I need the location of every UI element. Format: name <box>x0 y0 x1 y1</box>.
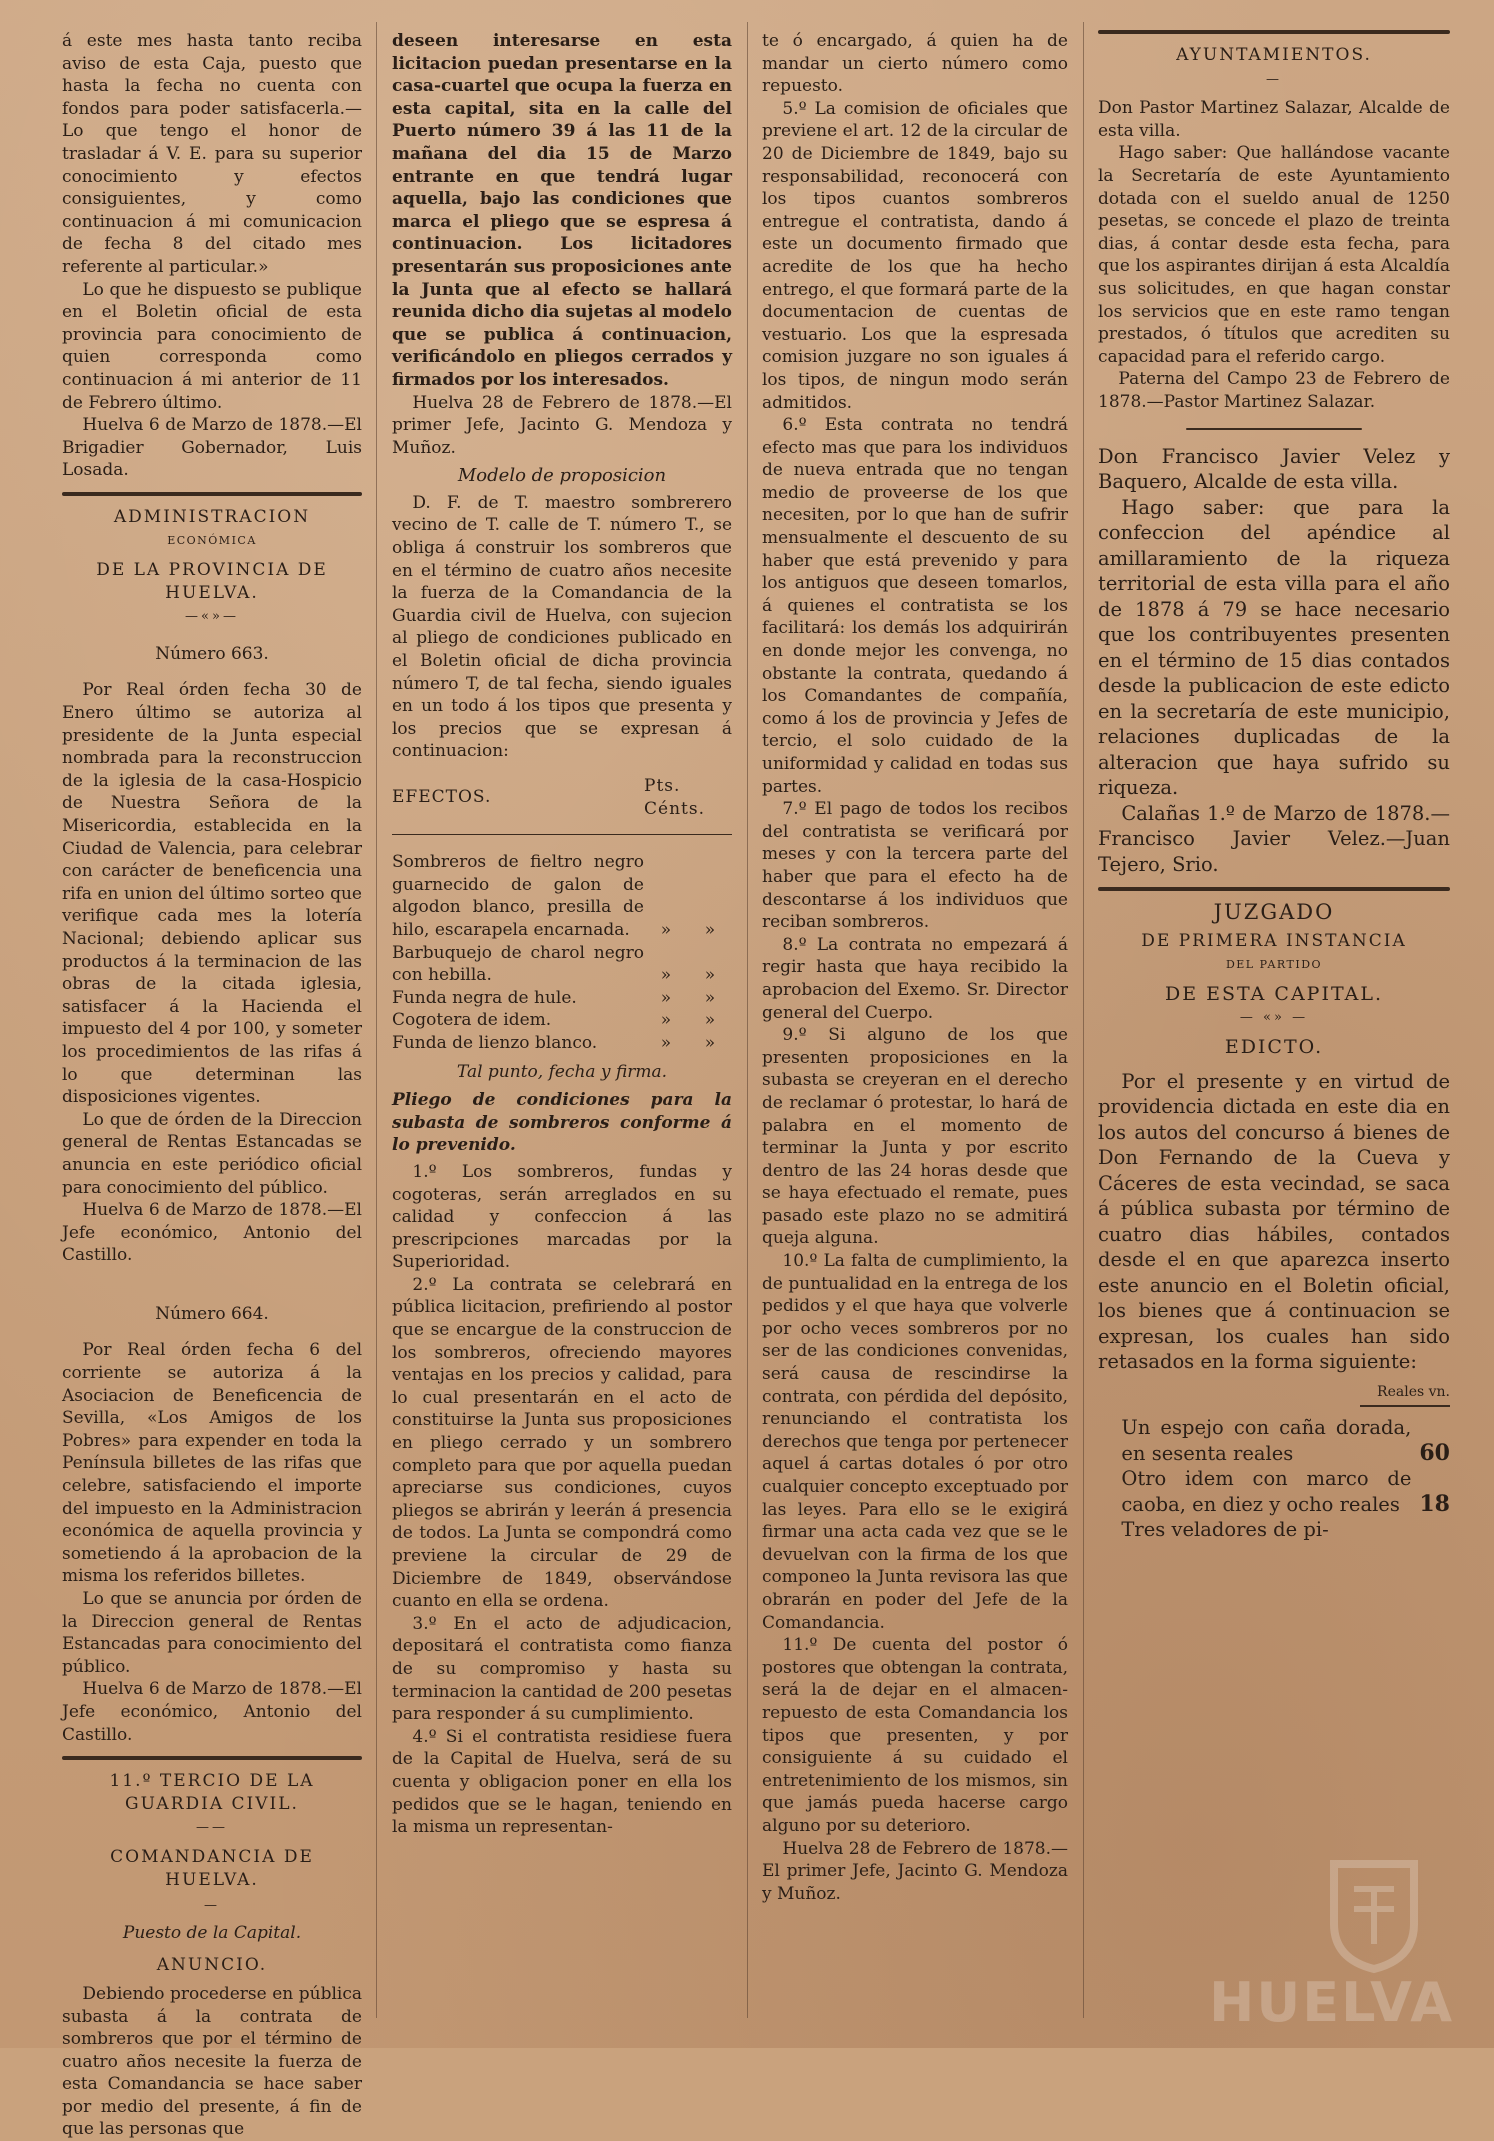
table-header: Pts. Cénts. <box>644 769 732 835</box>
signature: Huelva 6 de Marzo de 1878.—El Jefe económico, Antonio del Castillo. <box>62 1679 362 1745</box>
table-row: Sombreros de fieltro negro guarnecido de galon de algodon blanco, presilla de hilo, escarapela encarnada. » » <box>392 852 716 940</box>
clause: 10.º La falta de cumplimiento, la de puntualidad en la entrega de los pedidos y el que haya que volverle por ocho veces sombreros por no ser de las condiciones convenidas, será causa de rescindirse la contrata, con pérdida del depósito, renunciando el contratista los derechos que tenga por pertenecer aquel á cartas dotales ó por otro cualquier concepto exceptuado por las leyes. Para ello se le exigirá firmar una acta cada vez que se le devuelvan con la firma de los que componeo la Junta revisora las que obrarán en poder del Jefe de la Comandancia. <box>762 1251 1068 1633</box>
list-item: Otro idem con marco de caoba, en diez y ocho reales 18 <box>1121 1467 1450 1517</box>
clause: 1.º Los sombreros, fundas y cogoteras, serán arreglados en su calidad y confeccion á las prescripciones marcadas por la Superioridad. <box>392 1161 732 1273</box>
signature: Huelva 6 de Marzo de 1878.—El Jefe económico, Antonio del Castillo. <box>62 1200 362 1266</box>
reales-header: Reales vn. <box>1377 1383 1450 1400</box>
section-subtitle: ECONÓMICA <box>167 534 257 548</box>
notice-number: Número 664. <box>155 1303 269 1324</box>
column-rule <box>376 22 377 2018</box>
paragraph: deseen interesarse en esta licitacion puedan presentarse en la casa-cuartel que ocupa la fuerza en esta capital, sita en la calle del Puerto número 39 á las 11 de la mañana del dia 15 de Marzo entrante en que tendrá lugar aquella, bajo las condiciones que marca el pliego que se espresa á continuacion. Los licitadores presentarán sus proposiciones ante la Junta que al efecto se hallará reunida dicho dia sujetas al modelo que se publica á continuacion, verificándolo en pliegos cerrados y firmados por los interesados. <box>392 31 732 390</box>
table-row: Barbuquejo de charol negro con hebilla. » » <box>392 942 716 986</box>
closing-line: Tal punto, fecha y firma. <box>456 1061 668 1082</box>
section-subtitle: DE ESTA CAPITAL. <box>1165 982 1383 1005</box>
clause: 9.º Si alguno de los que presenten proposiciones en la subasta se creyeran en el derecho de reclamar ó protestar, lo hará de palabra en el momento de terminar la Junta y por escrito dentro de las 24 horas desde que se haya efectuado el remate, pues pasado este plazo no se admitirá queja alguna. <box>762 1025 1068 1249</box>
section-title: 11.º TERCIO DE LA GUARDIA CIVIL. <box>109 1771 315 1814</box>
divider <box>1360 1405 1450 1407</box>
paragraph: Por el presente y en virtud de providencia dictada en este dia en los autos del concurso á bienes de Don Fernando de la Cueva y Cáceres de esta vecindad, se saca á pública subasta por término de cuatro dias hábiles, contados desde el en que aparezca inserto este anuncio en el Boletin oficial, los bienes que á continuacion se expresan, los cuales han sido retasados en la forma siguiente: <box>1098 1069 1450 1374</box>
clause: 6.º Esta contrata no tendrá efecto mas que para los individuos de nueva entrada que no tengan medio de proveerse de los que necesiten, por lo que han de sufrir mensualmente el descuento de su haber que está prevenido y para los antiguos que deseen tomarlos, á quienes el contratista se los facilitará: los demás los adquirirán en donde mejor les convenga, no obstante la contrata, quedando á los Comandantes de compañía, como á los de provincia y Jefes de tercio, el solo cuidado de la uniformidad y calidad en todas sus partes. <box>762 415 1068 797</box>
ornament: — <box>1266 71 1282 87</box>
signature: Huelva 28 de Febrero de 1878.—El primer Jefe, Jacinto G. Mendoza y Muñoz. <box>762 1838 1068 1904</box>
clause: 2.º La contrata se celebrará en pública licitacion, prefiriendo al postor que se encargue de la construccion de los sombreros, ofreciendo mayores ventajas en los precios y calidad, para lo cual presentarán en el acto de constituirse la Junta sus proposiciones en pliego cerrado y un sombrero completo para que por aquella puedan apreciarse sus condiciones, cuyos pliegos se abrirán y leerán á presencia de todos. La Junta se compondrá como previene la circular de 29 de Diciembre de 1849, observándose cuanto en ella se ordena. <box>392 1274 732 1612</box>
section-divider <box>1098 887 1450 891</box>
section-divider <box>1186 428 1362 430</box>
section-title: Pliego de condiciones para la subasta de sombreros conforme á lo prevenido. <box>392 1090 732 1156</box>
column-4 <box>1098 30 1450 2028</box>
paragraph: Tres veladores de pi- <box>1121 1518 1329 1542</box>
paragraph: Don Francisco Javier Velez y Baquero, Alcalde de esta villa. <box>1098 444 1450 493</box>
archive-watermark <box>1154 1854 1454 2034</box>
section-subtitle: COMANDANCIA DE HUELVA. <box>110 1846 314 1890</box>
paragraph: Lo que se anuncia por órden de la Direccion general de Rentas Estancadas para conocimiento del público. <box>62 1589 362 1677</box>
paragraph: te ó encargado, á quien ha de mandar un cierto número como repuesto. <box>762 31 1068 97</box>
ornament: —— <box>196 1820 228 1836</box>
paragraph: D. F. de T. maestro sombrerero vecino de T. calle de T. número T., se obliga á construir los sombreros que en el término de cuatro años necesite la fuerza de la Comandancia de la Guardia civil de Huelva, con sujecion al pliego de condiciones publicado en el Boletin oficial de dicha provincia número T, de tal fecha, siendo iguales en un todo á los tipos que presenta y los precios que se expresan á continuacion: <box>392 492 732 762</box>
paragraph: Hago saber: que para la confeccion del apéndice al amillaramiento de la riqueza territorial de esta villa para el año de 1878 á 79 se hace necesario que los contribuyentes presenten en el término de 15 dias contados desde la publicacion de este edicto en la secretaría de este municipio, relaciones duplicadas de la alteracion que haya sufrido su riqueza. <box>1098 495 1450 799</box>
signature: Huelva 6 de Marzo de 1878.—El Brigadier Gobernador, Luis Losada. <box>62 415 362 481</box>
table-row: Funda de lienzo blanco. » » <box>392 1032 716 1053</box>
column-rule <box>1083 22 1084 2018</box>
paragraph: Hago saber: Que hallándose vacante la Secretaría de este Ayuntamiento dotada con el sueldo anual de 1250 pesetas, se concede el plazo de treinta dias, á contar desde esta fecha, para que los aspirantes dirijan á esta Alcaldía sus solicitudes, en que hagan constar los servicios que en este ramo tengan prestados, ó títulos que acrediten su capacidad para el referido cargo. <box>1098 143 1450 367</box>
section-title: ADMINISTRACION <box>113 506 311 527</box>
ornament: —«»— <box>185 609 239 625</box>
clause: 5.º La comision de oficiales que previene el art. 12 de la circular de 20 de Diciembre de 1849, bajo su responsabilidad, reconocerá con los tipos cuantos sombreros entregue el contratista, dando á este un documento firmado que acredite de los que ha hecho entrego, el que formará parte de la documentacion de cuentas de vestuario. Los que la espresada comision juzgare no son iguales á los tipos, de ningun modo serán admitidos. <box>762 98 1068 413</box>
paragraph: Don Pastor Martinez Salazar, Alcalde de esta villa. <box>1098 98 1450 141</box>
section-subtitle: DE LA PROVINCIA DE HUELVA. <box>96 560 328 603</box>
column-2 <box>392 30 732 2028</box>
section-subtitle: Puesto de la Capital. <box>122 1922 302 1943</box>
table-row: Cogotera de idem. » » <box>392 1010 716 1031</box>
paragraph: Por Real órden fecha 6 del corriente se autoriza á la Asociacion de Beneficencia de Sevilla, «Los Amigos de los Pobres» para expender en toda la Península billetes de las rifas que celebre, satisfaciendo el importe del impuesto en la Administracion económica de aquella provincia y sometiendo á la aprobacion de la misma los referidos billetes. <box>62 1340 362 1587</box>
paragraph: Lo que de órden de la Direccion general de Rentas Estancadas se anuncia en este periódico oficial para conocimiento del público. <box>62 1109 362 1198</box>
clause: 8.º La contrata no empezará á regir hasta que haya recibido la aprobacion del Exemo. Sr. Director general del Cuerpo. <box>762 934 1068 1023</box>
clause: 7.º El pago de todos los recibos del contratista se verificará por meses y con la tercera parte del haber que para el efecto ha de descontarse á los individuos que reciban sombreros. <box>762 799 1068 933</box>
section-title: ANUNCIO. <box>156 1955 268 1976</box>
table-row: Funda negra de hule. » » <box>392 987 716 1008</box>
clause: 4.º Si el contratista residiese fuera de la Capital de Huelva, será de su cuenta y obligacion poner en ella los pedidos que se le hagan, teniendo en la misma un representan- <box>392 1726 732 1838</box>
ornament: — <box>204 1898 220 1914</box>
section-divider <box>62 1756 362 1760</box>
effects-table <box>392 769 732 1055</box>
section-title: JUZGADO <box>1213 900 1335 924</box>
section-title: Modelo de proposicion <box>457 465 667 487</box>
section-title: EDICTO. <box>1224 1035 1324 1058</box>
signature: Paterna del Campo 23 de Febrero de 1878.—Pastor Martinez Salazar. <box>1098 369 1450 412</box>
paragraph: Por Real órden fecha 30 de Enero último se autoriza al presidente de la Junta especial nombrada para la reconstruccion de la iglesia de la casa-Hospicio de Nuestra Señora de la Misericordia, establecida en la Ciudad de Valencia, para celebrar con carácter de beneficencia una rifa en union del último sorteo que verifique cada mes la lotería Nacional; debiendo aplicar sus productos á la terminacion de las obras de la citada iglesia, satisfacer á la Hacienda el impuesto del 4 por 100, y someter los procedimientos de las rifas á lo que determinan las disposiciones vigentes. <box>62 680 362 1108</box>
column-3 <box>762 30 1068 2028</box>
notice-number: Número 663. <box>155 643 269 664</box>
column-1 <box>62 30 362 2140</box>
clause: 3.º En el acto de adjudicacion, depositará el contratista como fianza de su compromiso y hasta su terminacion la cantidad de 200 pesetas para responder á su cumplimiento. <box>392 1613 732 1725</box>
section-title: AYUNTAMIENTOS. <box>1176 45 1372 65</box>
ornament: — «» — <box>1239 1010 1309 1026</box>
signature: Huelva 28 de Febrero de 1878.—El primer Jefe, Jacinto G. Mendoza y Muñoz. <box>392 392 732 458</box>
paragraph: Lo que he dispuesto se publique en el Boletin oficial de esta provincia para conocimiento de quien corresponda como continuacion á mi anterior de 11 de Febrero último. <box>62 279 362 413</box>
section-divider <box>1098 30 1450 34</box>
column-rule <box>747 22 748 2018</box>
section-divider <box>62 492 362 496</box>
paragraph: á este mes hasta tanto reciba aviso de esta Caja, puesto que hasta la fecha no cuenta con fondos para poder satisfacerla.—Lo que tengo el honor de trasladar á V. E. para su superior conocimiento y efectos consiguientes, y como continuacion á mi comunicacion de fecha 8 del citado mes referente al particular.» <box>62 31 362 277</box>
clause: 11.º De cuenta del postor ó postores que obtengan la contrata, será la de dejar en el almacen-repuesto de esta Comandancia los tipos que presenten, y por consiguiente á su cuidado el entretenimiento de los mismos, sin que jamás pueda hacerse cargo alguno por su deterioro. <box>762 1635 1068 1836</box>
section-subtitle: DE PRIMERA INSTANCIA <box>1141 930 1407 951</box>
section-subtitle: DEL PARTIDO <box>1225 958 1323 972</box>
watermark-text: HUELVA <box>1209 1971 1454 2034</box>
signature: Calañas 1.º de Marzo de 1878.—Francisco Javier Velez.—Juan Tejero, Srio. <box>1098 801 1450 876</box>
list-item: Un espejo con caña dorada, en sesenta reales 60 <box>1121 1416 1450 1466</box>
paragraph: Debiendo procederse en pública subasta á la contrata de sombreros que por el término de cuatro años necesite la fuerza de esta Comandancia se hace saber por medio del presente, á fin de que las personas que <box>62 1983 362 2140</box>
table-header: EFECTOS. <box>392 769 644 835</box>
crest-icon <box>1314 1854 1434 1974</box>
